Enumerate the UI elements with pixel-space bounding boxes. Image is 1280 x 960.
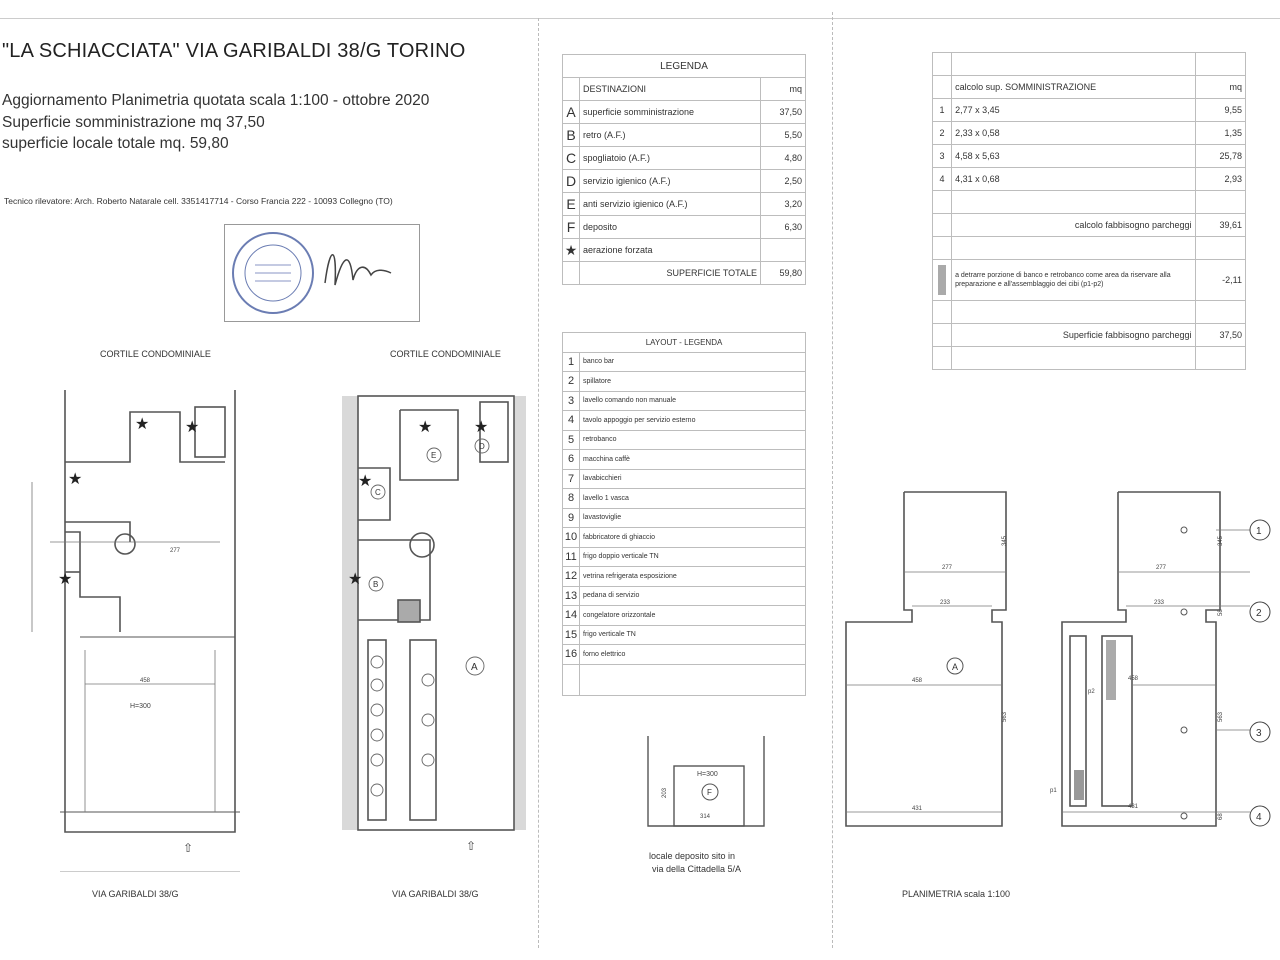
layout-label: lavello comando non manuale <box>580 391 806 411</box>
grey-swatch-icon <box>938 265 946 295</box>
planimetria-dim-345: 345 <box>1002 535 1008 546</box>
page-title: "LA SCHIACCIATA" VIA GARIBALDI 38/G TORINO <box>2 40 466 62</box>
calc-empty-cell <box>933 237 952 260</box>
legenda-key-star-icon: ★ <box>563 239 580 262</box>
legenda-col-destinazioni: DESTINAZIONI <box>580 78 761 101</box>
legenda-key: E <box>563 193 580 216</box>
section-marker-2: 2 <box>1256 608 1262 619</box>
section-marker-1: 1 <box>1256 526 1262 537</box>
calc-detrarre-swatch <box>933 260 952 301</box>
layout-row <box>563 567 806 587</box>
layout-label: congelatore orizzontale <box>580 606 806 626</box>
legenda-total-label: SUPERFICIE TOTALE <box>580 262 761 285</box>
legenda-row <box>563 193 806 216</box>
calc-empty-cell <box>933 324 952 347</box>
calc-detrarre-label: a detrarre porzione di banco e retrobanco come area da riservare alla preparazione e all'assemblaggio dei cibi (p1-p2) <box>952 260 1195 301</box>
layout-key: 14 <box>563 606 580 626</box>
legenda-label: deposito <box>580 216 761 239</box>
calc-fabbisogno-mq: 39,61 <box>1195 214 1246 237</box>
layout-key: 16 <box>563 645 580 665</box>
planimetria-zone-a-label: A <box>952 662 959 672</box>
layout-key: 9 <box>563 508 580 528</box>
calc-empty-cell <box>952 301 1195 324</box>
calc-mq: 2,93 <box>1195 168 1246 191</box>
layout-key: 6 <box>563 450 580 470</box>
deposito-h300: H=300 <box>697 771 718 778</box>
subtitle-aggiornamento: Aggiornamento Planimetria quotata scala 1:100 - ottobre 2020 <box>2 92 430 109</box>
planimetria-dim-233: 233 <box>940 600 951 606</box>
layout-row <box>563 430 806 450</box>
legenda-key: B <box>563 124 580 147</box>
legenda-row <box>563 101 806 124</box>
calc-fabbisogno-label: calcolo fabbisogno parcheggi <box>952 214 1195 237</box>
legenda-key: F <box>563 216 580 239</box>
plan2-layout-drawing <box>340 380 530 855</box>
plan2-cortile-label: CORTILE CONDOMINIALE <box>390 349 501 359</box>
calc-empty-cell <box>952 347 1195 370</box>
legenda-key: C <box>563 147 580 170</box>
plan2-via-label: VIA GARIBALDI 38/G <box>392 889 479 899</box>
calc-row <box>933 122 1246 145</box>
planimetria-layout <box>1050 490 1278 840</box>
planimetria2-dim-277: 277 <box>1156 565 1167 571</box>
layout-key: 5 <box>563 430 580 450</box>
calc-empty-cell <box>952 53 1195 76</box>
legenda-mq: 5,50 <box>761 124 806 147</box>
calc-expr: 4,58 x 5,63 <box>952 145 1195 168</box>
plan1-star-icon: ★ <box>135 416 150 433</box>
legenda-mq: 3,20 <box>761 193 806 216</box>
layout-row <box>563 586 806 606</box>
plan1-cortile-label: CORTILE CONDOMINIALE <box>100 349 211 359</box>
plan2-star-icon: ★ <box>348 571 363 588</box>
layout-label: banco bar <box>580 352 806 372</box>
layout-empty-cell <box>563 664 580 695</box>
calc-empty-cell <box>1195 237 1246 260</box>
divider-left <box>538 18 539 948</box>
calc-key: 3 <box>933 145 952 168</box>
calc-empty-cell <box>952 191 1195 214</box>
deposito-dim-314: 314 <box>700 814 711 820</box>
layout-label: vetrina refrigerata esposizione <box>580 567 806 587</box>
calc-row <box>933 145 1246 168</box>
layout-label: frigo doppio verticale TN <box>580 547 806 567</box>
tecnico-rilevatore: Tecnico rilevatore: Arch. Roberto Natarale cell. 3351417714 - Corso Francia 222 - 10093 Collegno (TO) <box>4 196 393 206</box>
zone-a-label: A <box>471 662 478 673</box>
deposito-drawing <box>624 736 780 842</box>
legenda-row <box>563 239 806 262</box>
planimetria2-dim-458: 458 <box>1128 676 1139 682</box>
plan1-dim-277: 277 <box>170 548 181 554</box>
layout-row <box>563 450 806 470</box>
legenda-title: LEGENDA <box>563 55 806 78</box>
zone-e-label: E <box>431 451 437 460</box>
layout-label: tavolo appoggio per servizio esterno <box>580 411 806 431</box>
calc-mq: 9,55 <box>1195 99 1246 122</box>
calc-superficie-mq: 37,50 <box>1195 324 1246 347</box>
planimetria2-dim-431: 431 <box>1128 804 1139 810</box>
calc-empty-cell <box>1195 53 1246 76</box>
layout-key: 12 <box>563 567 580 587</box>
zone-f-label: F <box>707 788 712 797</box>
planimetria2-p2: p2 <box>1088 689 1095 695</box>
layout-row <box>563 372 806 392</box>
layout-row <box>563 528 806 548</box>
layout-label: forno elettrico <box>580 645 806 665</box>
entrance-arrow-icon: ⇧ <box>466 839 477 853</box>
planimetria2-dim-233: 233 <box>1154 600 1165 606</box>
layout-key: 7 <box>563 469 580 489</box>
calc-expr: 2,33 x 0,58 <box>952 122 1195 145</box>
deposito-caption-2: via della Cittadella 5/A <box>652 864 742 874</box>
legenda-label: servizio igienico (A.F.) <box>580 170 761 193</box>
plan1-h300: H=300 <box>130 703 151 710</box>
legenda-key-header <box>563 78 580 101</box>
calc-expr: 2,77 x 3,45 <box>952 99 1195 122</box>
calc-key: 1 <box>933 99 952 122</box>
plan1-star-icon: ★ <box>58 571 73 588</box>
legenda-label: retro (A.F.) <box>580 124 761 147</box>
zone-d-label: D <box>479 442 485 451</box>
planimetria-dim-431: 431 <box>912 806 923 812</box>
calc-empty-cell <box>1195 301 1246 324</box>
calc-key: 4 <box>933 168 952 191</box>
layout-key: 15 <box>563 625 580 645</box>
calcolo-table <box>932 52 1246 370</box>
section-marker-3: 3 <box>1256 728 1262 739</box>
layout-key: 4 <box>563 411 580 431</box>
legenda-total-mq: 59,80 <box>761 262 806 285</box>
plan2-star-icon: ★ <box>474 419 489 436</box>
layout-key: 11 <box>563 547 580 567</box>
planimetria-dim-458: 458 <box>912 678 923 684</box>
layout-label: pedana di servizio <box>580 586 806 606</box>
calc-key: 2 <box>933 122 952 145</box>
calc-empty-cell <box>933 214 952 237</box>
section-marker-4: 4 <box>1256 812 1262 823</box>
subtitle-superficie-somministrazione: Superficie somministrazione mq 37,50 <box>2 114 265 131</box>
legenda-total-key <box>563 262 580 285</box>
stamp-box <box>224 224 420 322</box>
planimetria2-p1: p1 <box>1050 788 1057 794</box>
legenda-row <box>563 147 806 170</box>
legenda-row <box>563 124 806 147</box>
legenda-label: spogliatoio (A.F.) <box>580 147 761 170</box>
calc-superficie-label: Superficie fabbisogno parcheggi <box>952 324 1195 347</box>
layout-key: 8 <box>563 489 580 509</box>
layout-legenda-title: LAYOUT - LEGENDA <box>563 333 806 353</box>
legenda-row <box>563 170 806 193</box>
legenda-row <box>563 216 806 239</box>
deposito-caption-1: locale deposito sito in <box>649 851 736 861</box>
layout-key: 1 <box>563 352 580 372</box>
calc-title: calcolo sup. SOMMINISTRAZIONE <box>952 76 1195 99</box>
legenda-table <box>562 54 806 285</box>
plan1-star-icon: ★ <box>68 471 83 488</box>
legenda-key: A <box>563 101 580 124</box>
divider-right <box>832 12 833 948</box>
layout-empty-cell <box>580 664 806 695</box>
layout-label: lavello 1 vasca <box>580 489 806 509</box>
planimetria2-dim-563: 563 <box>1218 711 1224 722</box>
layout-label: lavabicchieri <box>580 469 806 489</box>
layout-row <box>563 411 806 431</box>
calc-mq: 1,35 <box>1195 122 1246 145</box>
plan2-star-icon: ★ <box>358 473 373 490</box>
calc-empty-cell <box>933 347 952 370</box>
plan1-star-icon: ★ <box>185 419 200 436</box>
layout-row <box>563 489 806 509</box>
layout-key: 10 <box>563 528 580 548</box>
calc-detrarre-mq: -2,11 <box>1195 260 1246 301</box>
planimetria2-dim-58: 58 <box>1218 609 1224 616</box>
layout-key: 13 <box>563 586 580 606</box>
plan1-dim-458: 458 <box>140 678 151 684</box>
calc-row <box>933 168 1246 191</box>
layout-row <box>563 352 806 372</box>
legenda-label: superficie somministrazione <box>580 101 761 124</box>
plan1-via-label: VIA GARIBALDI 38/G <box>92 889 179 899</box>
deposito-dim-203: 203 <box>662 787 668 798</box>
layout-row <box>563 469 806 489</box>
layout-label: spillatore <box>580 372 806 392</box>
planimetria-scale-label: PLANIMETRIA scala 1:100 <box>902 889 1011 899</box>
planimetria2-dim-68: 68 <box>1218 813 1224 820</box>
legenda-label: anti servizio igienico (A.F.) <box>580 193 761 216</box>
calc-empty-cell <box>1195 191 1246 214</box>
layout-row <box>563 606 806 626</box>
layout-key: 3 <box>563 391 580 411</box>
legenda-mq: 4,80 <box>761 147 806 170</box>
layout-legenda-table <box>562 332 806 696</box>
planimetria2-dim-345: 345 <box>1218 535 1224 546</box>
planimetria-dim-277: 277 <box>942 565 953 571</box>
calc-expr: 4,31 x 0,68 <box>952 168 1195 191</box>
layout-label: frigo verticale TN <box>580 625 806 645</box>
layout-label: macchina caffè <box>580 450 806 470</box>
calc-mq: 25,78 <box>1195 145 1246 168</box>
calc-col-mq: mq <box>1195 76 1246 99</box>
calc-row <box>933 99 1246 122</box>
subtitle-superficie-totale: superficie locale totale mq. 59,80 <box>2 135 229 152</box>
layout-row <box>563 625 806 645</box>
calc-empty-cell <box>933 191 952 214</box>
layout-label: retrobanco <box>580 430 806 450</box>
seal-and-signature <box>225 225 419 321</box>
calc-key-header <box>933 76 952 99</box>
layout-label: lavastoviglie <box>580 508 806 528</box>
calc-empty-cell <box>933 301 952 324</box>
calc-empty-cell <box>1195 347 1246 370</box>
layout-label: fabbricatore di ghiaccio <box>580 528 806 548</box>
entrance-arrow-icon: ⇧ <box>183 841 194 855</box>
layout-row <box>563 391 806 411</box>
plan1-quoted-drawing <box>20 372 256 872</box>
zone-b-label: B <box>373 580 379 589</box>
layout-row <box>563 508 806 528</box>
legenda-mq: 2,50 <box>761 170 806 193</box>
planimetria-zone-a <box>842 490 1022 840</box>
legenda-mq: 37,50 <box>761 101 806 124</box>
legenda-key: D <box>563 170 580 193</box>
legenda-col-mq: mq <box>761 78 806 101</box>
legenda-mq: 6,30 <box>761 216 806 239</box>
layout-row <box>563 645 806 665</box>
plan2-star-icon: ★ <box>418 419 433 436</box>
layout-key: 2 <box>563 372 580 392</box>
top-border <box>0 18 1280 19</box>
planimetria-dim-563: 563 <box>1002 711 1008 722</box>
layout-row <box>563 547 806 567</box>
legenda-mq <box>761 239 806 262</box>
calc-empty-cell <box>952 237 1195 260</box>
zone-c-label: C <box>375 488 381 497</box>
legenda-label: aerazione forzata <box>580 239 761 262</box>
calc-empty-cell <box>933 53 952 76</box>
